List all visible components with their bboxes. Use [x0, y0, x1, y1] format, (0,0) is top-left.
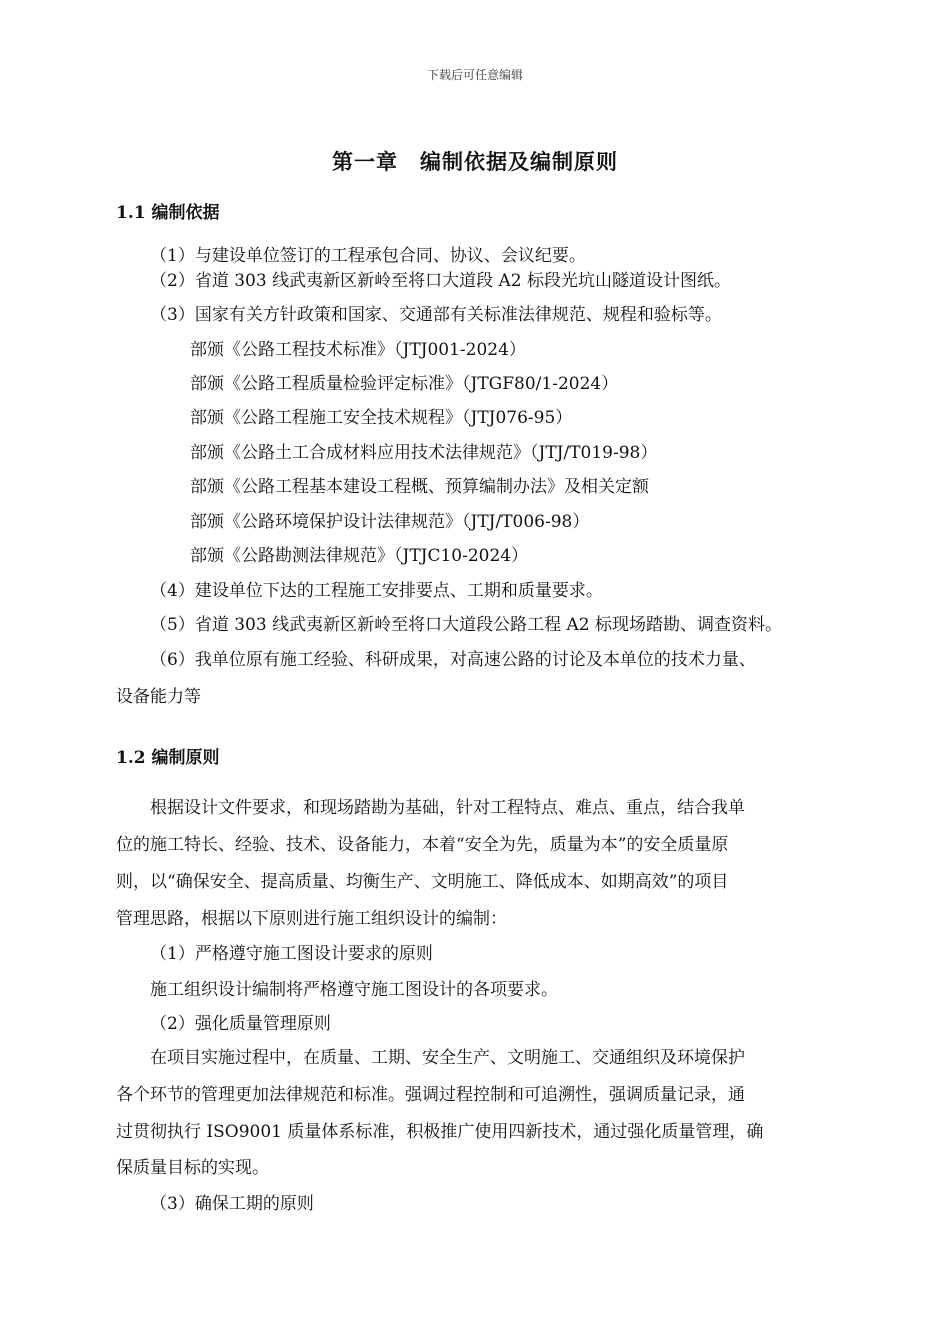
principle-body-line: 各个环节的管理更加法律规范和标准。强调过程控制和可追溯性，强调质量记录，通: [116, 1085, 745, 1105]
standard-item: 部颁《公路工程技术标准》（JTJ001-2024）: [190, 340, 526, 360]
principle-intro-line: 位的施工特长、经验、技术、设备能力，本着“安全为先，质量为本”的安全质量原: [116, 835, 729, 855]
chapter-title: 第一章 编制依据及编制原则: [332, 149, 618, 174]
standard-item: 部颁《公路工程基本建设工程概、预算编制办法》及相关定额: [190, 477, 649, 497]
principle-title: （2）强化质量管理原则: [150, 1014, 331, 1034]
basis-item: （5）省道 303 线武夷新区新岭至将口大道段公路工程 A2 标现场踏勘、调查资料。: [150, 615, 782, 635]
standard-item: 部颁《公路勘测法律规范》（JTJC10-2024）: [190, 546, 529, 566]
principle-body-line: 保质量目标的实现。: [116, 1158, 269, 1178]
section-heading-1-1: 1.1 编制依据: [116, 203, 220, 223]
standard-item: 部颁《公路工程施工安全技术规程》（JTJ076-95）: [190, 408, 573, 428]
principle-body-line: 在项目实施过程中，在质量、工期、安全生产、文明施工、交通组织及环境保护: [150, 1048, 745, 1068]
principle-title: （3）确保工期的原则: [150, 1194, 314, 1214]
basis-item: （4）建设单位下达的工程施工安排要点、工期和质量要求。: [150, 581, 603, 601]
standard-item: 部颁《公路环境保护设计法律规范》（JTJ/T006-98）: [190, 512, 590, 532]
basis-item: （3）国家有关方针政策和国家、交通部有关标准法律规范、规程和验标等。: [150, 305, 722, 325]
basis-item: （1）与建设单位签订的工程承包合同、协议、会议纪要。: [150, 246, 586, 266]
principle-body: 施工组织设计编制将严格遵守施工图设计的各项要求。: [150, 980, 558, 1000]
principle-intro-line: 管理思路，根据以下原则进行施工组织设计的编制：: [116, 909, 507, 929]
basis-item-continuation: 设备能力等: [116, 687, 201, 707]
section-heading-1-2: 1.2 编制原则: [116, 748, 220, 768]
principle-intro-line: 则，以“确保安全、提高质量、均衡生产、文明施工、降低成本、如期高效”的项目: [116, 872, 729, 892]
standard-item: 部颁《公路土工合成材料应用技术法律规范》（JTJ/T019-98）: [190, 443, 658, 463]
principle-intro-line: 根据设计文件要求，和现场踏勘为基础，针对工程特点、难点、重点，结合我单: [150, 798, 745, 818]
principle-body-line: 过贯彻执行 ISO9001 质量体系标准，积极推广使用四新技术，通过强化质量管理，确: [116, 1122, 764, 1142]
basis-item: （2）省道 303 线武夷新区新岭至将口大道段 A2 标段光坑山隧道设计图纸。: [150, 271, 731, 291]
standard-item: 部颁《公路工程质量检验评定标准》（JTGF80/1-2024）: [190, 374, 619, 394]
principle-title: （1）严格遵守施工图设计要求的原则: [150, 944, 433, 964]
basis-item: （6）我单位原有施工经验、科研成果，对高速公路的讨论及本单位的技术力量、: [150, 650, 756, 670]
page-header: 下载后可任意编辑: [426, 68, 523, 82]
